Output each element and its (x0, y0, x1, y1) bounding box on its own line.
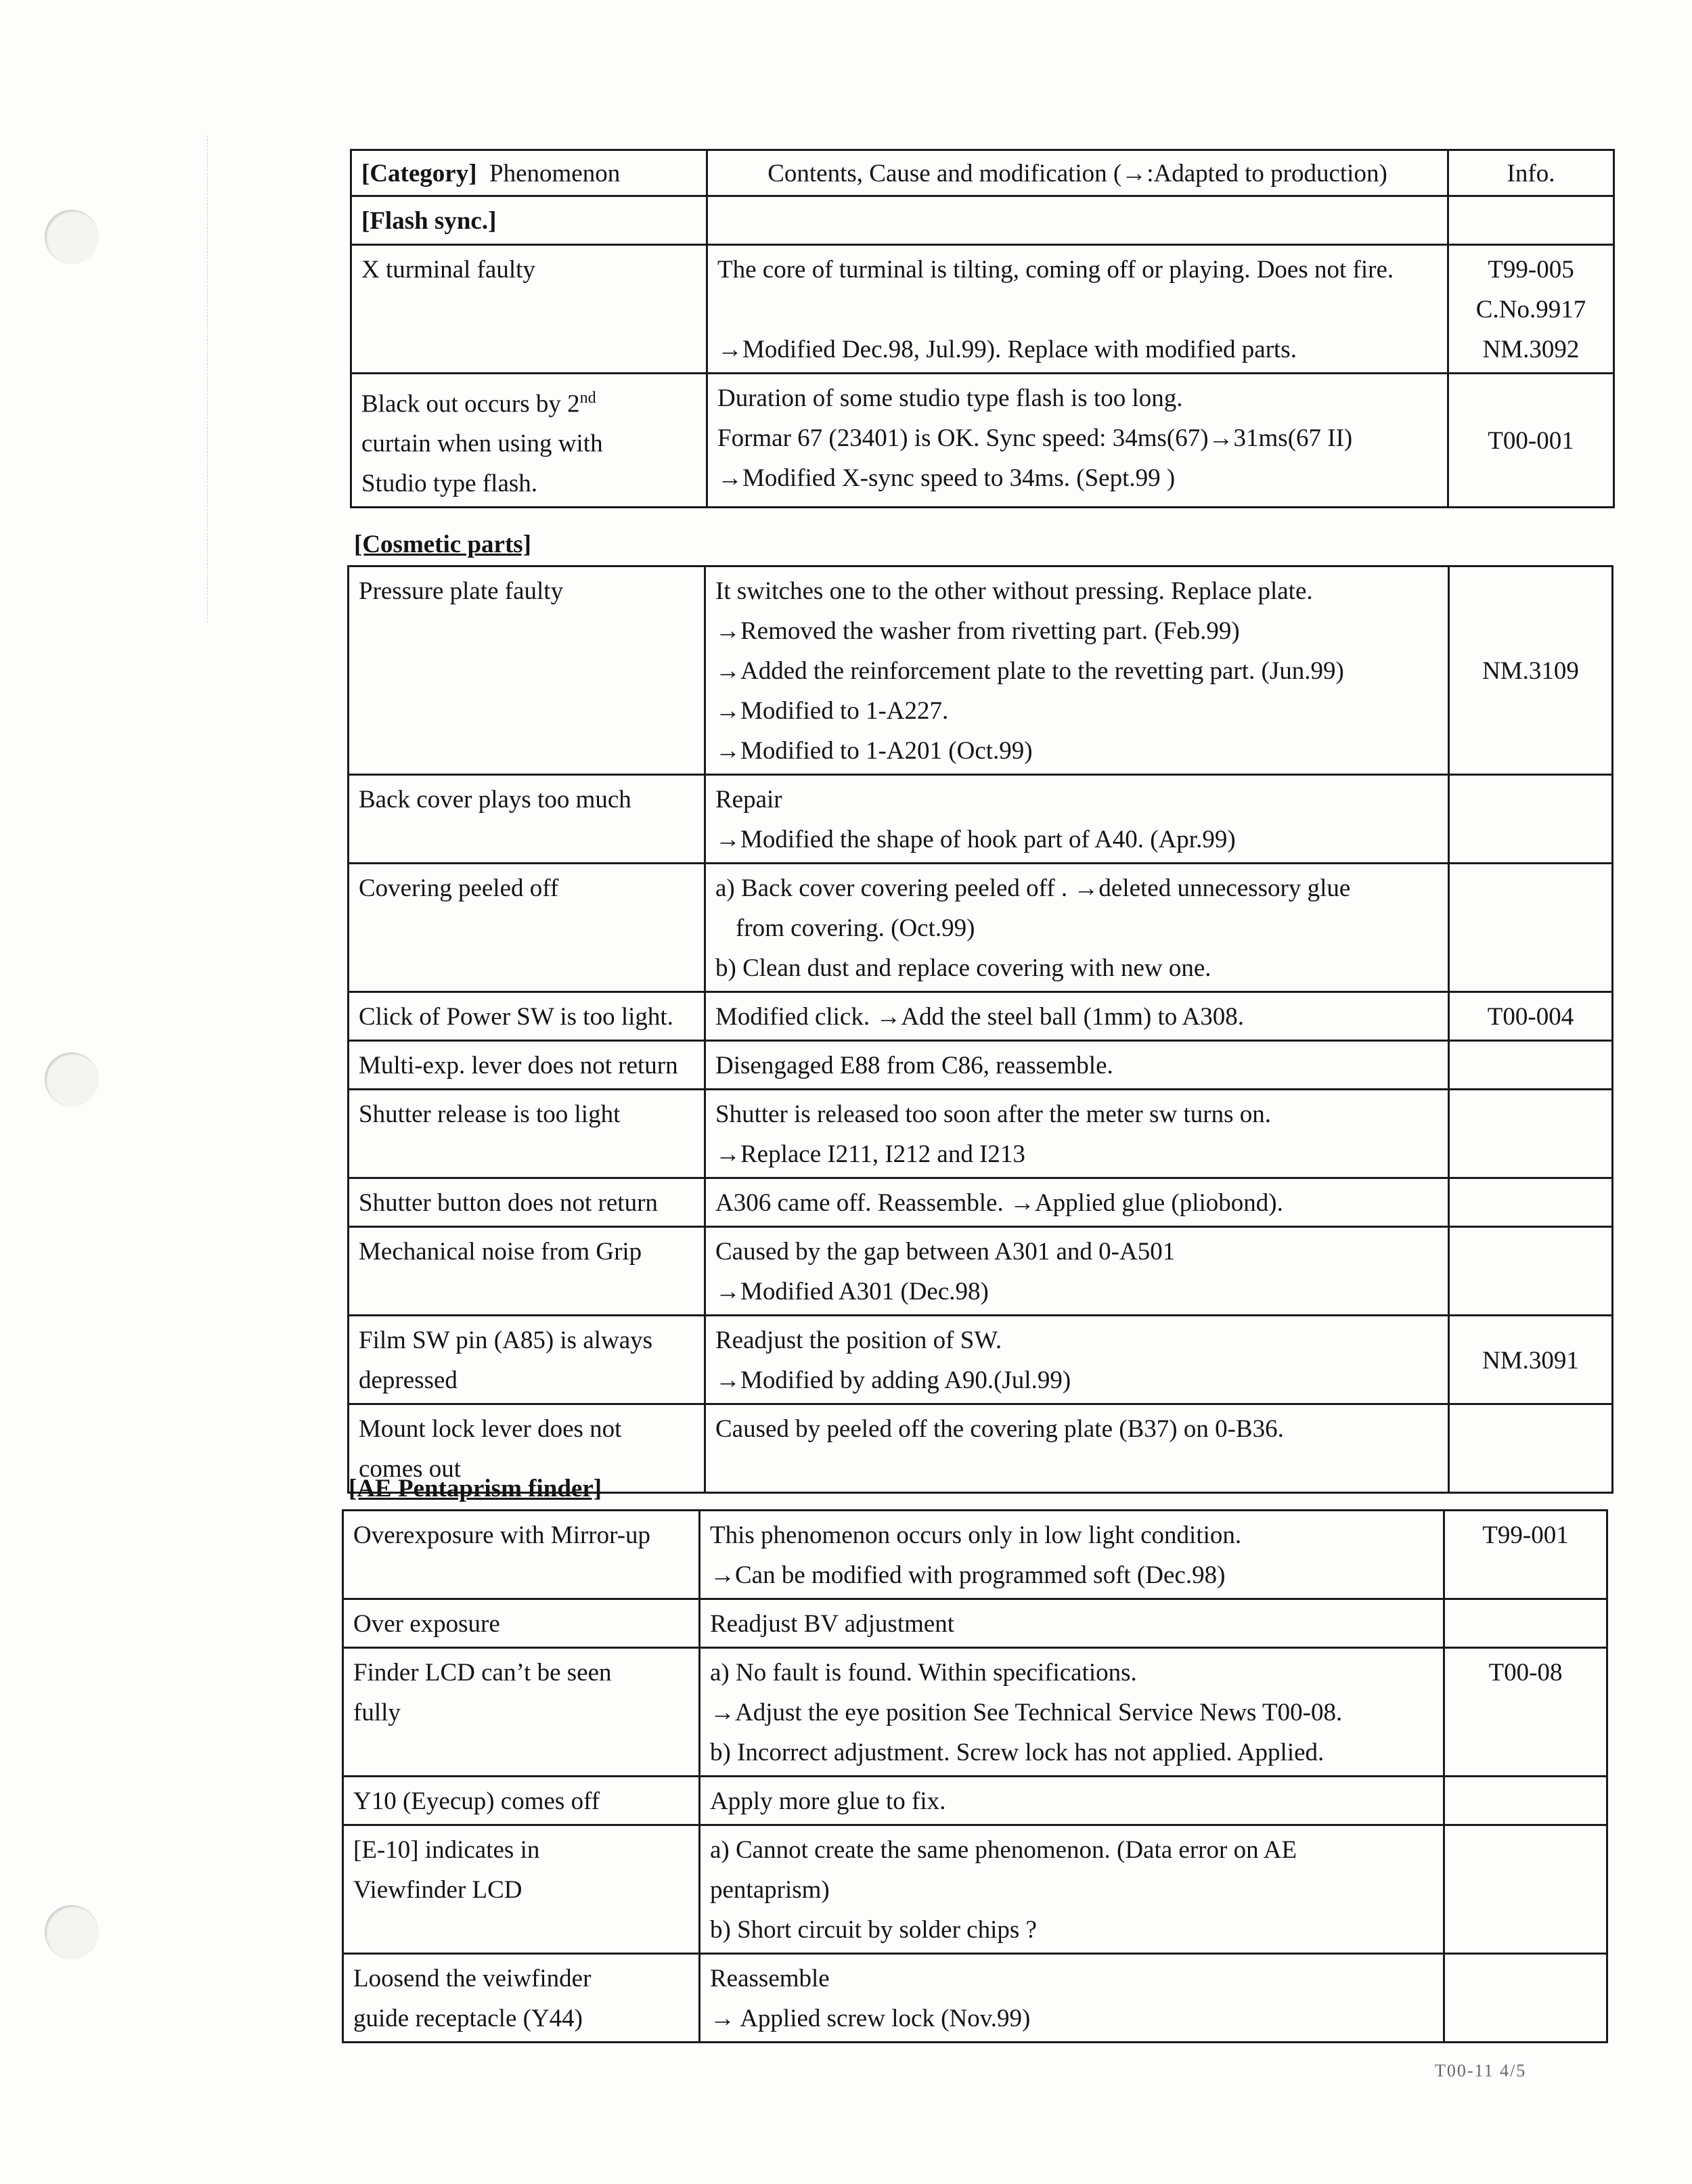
margin-line (207, 135, 208, 623)
phenomenon-cell (343, 1825, 700, 1954)
info-text: T00-004 (1487, 1003, 1574, 1031)
contents-cell (707, 374, 1448, 508)
contents-cell (705, 1227, 1449, 1316)
section-title: [Flash sync.] (361, 207, 497, 235)
contents-line: →Modified to 1-A227. (715, 697, 949, 725)
binder-hole-bottom (45, 1905, 99, 1959)
info-line: T99-005 (1488, 256, 1574, 284)
info-cell (1449, 864, 1613, 992)
phenomenon-cell (343, 1511, 700, 1599)
table-row (343, 1511, 1607, 1599)
contents-line: Shutter is released too soon after the meter sw turns on. (715, 1100, 1271, 1128)
contents-line: The core of turminal is tilting, coming off or playing. Does not fire. (717, 256, 1394, 284)
phenomenon-cell (349, 992, 705, 1041)
table-row (351, 374, 1614, 508)
phenomenon-line: Loosend the veiwfinder (353, 1965, 592, 1992)
table-row (343, 1825, 1607, 1954)
phenomenon-cell (343, 1599, 700, 1648)
phenomenon-cell (343, 1777, 700, 1825)
flash-sync-section (350, 149, 1615, 508)
table-row (349, 1227, 1613, 1316)
contents-cell (705, 864, 1449, 992)
info-cell (1449, 1227, 1613, 1316)
phenomenon-cell (351, 245, 707, 374)
phenomenon-cell (349, 1178, 705, 1227)
ordinal-suffix: nd (579, 389, 596, 407)
phenomenon-line: Click of Power SW is too light. (359, 1003, 673, 1031)
contents-line: →Replace I211, I212 and I213 (715, 1140, 1025, 1168)
contents-cell (700, 1648, 1444, 1777)
info-cell (1444, 1599, 1607, 1648)
contents-line: a) No fault is found. Within specifications. (710, 1659, 1137, 1687)
phenomenon-cell (349, 1227, 705, 1316)
contents-cell (700, 1954, 1444, 2043)
phenomenon-line: Multi-exp. lever does not return (359, 1052, 678, 1079)
contents-line: →Modified the shape of hook part of A40. (Apr.99) (715, 826, 1236, 853)
table-row (343, 1599, 1607, 1648)
info-line: C.No.9917 (1475, 296, 1586, 324)
contents-cell (700, 1777, 1444, 1825)
contents-line: →Modified X-sync speed to 34ms. (Sept.99 ) (717, 464, 1176, 492)
table-row (349, 1090, 1613, 1178)
table-row (343, 1777, 1607, 1825)
contents-cell (705, 992, 1449, 1041)
phenomenon-cell (349, 1090, 705, 1178)
phenomenon-line: Shutter release is too light (359, 1100, 621, 1128)
table-row (349, 775, 1613, 864)
contents-line: Reassemble (710, 1965, 830, 1992)
phenomenon-line: comes out (359, 1455, 462, 1483)
contents-line: b) Short circuit by solder chips ? (710, 1916, 1037, 1944)
info-cell (1448, 374, 1614, 508)
phenomenon-text: Black out occurs by 2 (361, 390, 580, 418)
phenomenon-line: fully (353, 1699, 401, 1726)
contents-cell (705, 1041, 1449, 1090)
binder-hole-middle (45, 1052, 99, 1107)
phenomenon-cell (349, 864, 705, 992)
contents-line: Formar 67 (23401) is OK. Sync speed: 34ms(67)→31ms(67 II) (717, 424, 1353, 452)
contents-line (717, 290, 1438, 330)
phenomenon-line (361, 378, 696, 424)
phenomenon-line: Mount lock lever does not (359, 1415, 622, 1443)
contents-cell (705, 566, 1449, 775)
contents-line: Readjust the position of SW. (715, 1327, 1002, 1354)
header-contents-label: Contents, Cause and modification (→:Adapted to production) (767, 159, 1387, 187)
header-contents-cell (707, 150, 1448, 196)
contents-line: a) Cannot create the same phenomenon. (Data error on AE (710, 1836, 1297, 1864)
table-row (349, 566, 1613, 775)
header-category-cell (351, 150, 707, 196)
info-cell (1448, 245, 1614, 374)
contents-line: It switches one to the other without pressing. Replace plate. (715, 577, 1313, 605)
info-cell (1449, 775, 1613, 864)
table-row (351, 245, 1614, 374)
contents-cell (705, 1316, 1449, 1404)
contents-cell (707, 245, 1448, 374)
contents-line: →Modified Dec.98, Jul.99). Replace with modified parts. (717, 336, 1297, 363)
cosmetic-parts-section (347, 525, 1613, 1494)
info-cell (1444, 1511, 1607, 1599)
table-row (349, 992, 1613, 1041)
phenomenon-line: curtain when using with (361, 430, 603, 458)
phenomenon-cell (349, 1316, 705, 1404)
table-row (343, 1648, 1607, 1777)
contents-line: →Removed the washer from rivetting part. (Feb.99) (715, 617, 1240, 645)
phenomenon-line: Shutter button does not return (359, 1189, 658, 1217)
phenomenon-cell (343, 1954, 700, 2043)
info-text: NM.3109 (1482, 657, 1579, 685)
contents-line: →Added the reinforcement plate to the revetting part. (Jun.99) (715, 657, 1344, 685)
table-row (349, 1041, 1613, 1090)
contents-line: b) Clean dust and replace covering with new one. (715, 954, 1211, 982)
phenomenon-line: Viewfinder LCD (353, 1876, 522, 1904)
phenomenon-line: Finder LCD can’t be seen (353, 1659, 612, 1687)
contents-line: Caused by peeled off the covering plate (B37) on 0-B36. (715, 1415, 1284, 1443)
phenomenon-line: depressed (359, 1366, 458, 1394)
contents-line: →Modified A301 (Dec.98) (715, 1278, 989, 1306)
contents-line: →Adjust the eye position See Technical Service News T00-08. (710, 1699, 1343, 1726)
binder-hole-top (45, 210, 99, 264)
section-title-cell (351, 196, 707, 245)
contents-line: Disengaged E88 from C86, reassemble. (715, 1052, 1113, 1079)
contents-line: →Modified by adding A90.(Jul.99) (715, 1366, 1071, 1394)
contents-line: Readjust BV adjustment (710, 1610, 955, 1638)
info-text: T99-001 (1482, 1521, 1569, 1549)
contents-cell (705, 775, 1449, 864)
table-row (349, 1316, 1613, 1404)
header-info-cell (1448, 150, 1614, 196)
contents-cell (700, 1825, 1444, 1954)
info-cell (1444, 1648, 1607, 1777)
empty-cell (707, 196, 1448, 245)
info-line: NM.3092 (1482, 336, 1580, 363)
info-cell (1449, 1178, 1613, 1227)
info-cell (1449, 1090, 1613, 1178)
phenomenon-line: [E-10] indicates in (353, 1836, 540, 1864)
phenomenon-line: Covering peeled off (359, 874, 559, 902)
contents-line: →Can be modified with programmed soft (Dec.98) (710, 1561, 1226, 1589)
contents-line: A306 came off. Reassemble. →Applied glue (pliobond). (715, 1189, 1283, 1217)
header-category-label: [Category] (361, 159, 477, 187)
contents-cell (700, 1511, 1444, 1599)
flash-sync-table (350, 149, 1615, 508)
contents-line: from covering. (Oct.99) (736, 914, 975, 942)
ae-pentaprism-table (342, 1509, 1608, 2043)
phenomenon-line: Over exposure (353, 1610, 500, 1638)
phenomenon-line: Pressure plate faulty (359, 577, 564, 605)
info-cell (1444, 1954, 1607, 2043)
page-reference: T00-11 4/5 (1435, 2061, 1527, 2080)
contents-cell (705, 1178, 1449, 1227)
contents-line: Modified click. →Add the steel ball (1mm) to A308. (715, 1003, 1244, 1031)
phenomenon-line: guide receptacle (Y44) (353, 2005, 583, 2032)
table-row (343, 1954, 1607, 2043)
phenomenon-line: X turminal faulty (361, 256, 535, 284)
info-cell (1444, 1825, 1607, 1954)
contents-cell (705, 1090, 1449, 1178)
contents-line: Apply more glue to fix. (710, 1787, 946, 1815)
contents-line: → Applied screw lock (Nov.99) (710, 2005, 1031, 2032)
info-cell (1449, 1316, 1613, 1404)
header-row (351, 150, 1614, 196)
info-text: NM.3091 (1482, 1346, 1579, 1375)
phenomenon-cell (351, 374, 707, 508)
phenomenon-line: Studio type flash. (361, 470, 538, 498)
flash-title-row (351, 196, 1614, 245)
phenomenon-cell (349, 566, 705, 775)
contents-line: Caused by the gap between A301 and 0-A501 (715, 1238, 1176, 1266)
contents-line: This phenomenon occurs only in low light condition. (710, 1521, 1242, 1549)
contents-cell (700, 1599, 1444, 1648)
phenomenon-line: Mechanical noise from Grip (359, 1238, 642, 1266)
contents-line: pentaprism) (710, 1876, 830, 1904)
table-row (349, 864, 1613, 992)
phenomenon-cell (343, 1648, 700, 1777)
info-text: T00-08 (1488, 1659, 1563, 1687)
header-phenomenon-label: Phenomenon (489, 159, 621, 187)
phenomenon-line: Overexposure with Mirror-up (353, 1521, 651, 1549)
cosmetic-parts-table (347, 565, 1613, 1494)
info-cell (1449, 566, 1613, 775)
info-cell (1444, 1777, 1607, 1825)
contents-line: →Modified to 1-A201 (Oct.99) (715, 737, 1033, 765)
phenomenon-line: Film SW pin (A85) is always (359, 1327, 653, 1354)
header-info-label: Info. (1507, 159, 1555, 187)
info-cell (1449, 1041, 1613, 1090)
section-title: [Cosmetic parts] (354, 531, 531, 558)
phenomenon-line: Y10 (Eyecup) comes off (353, 1787, 600, 1815)
phenomenon-cell (349, 775, 705, 864)
contents-line: Duration of some studio type flash is too long. (717, 384, 1183, 412)
contents-line: Repair (715, 786, 782, 814)
table-row (349, 1178, 1613, 1227)
ae-pentaprism-section (342, 1469, 1608, 2043)
section-title: [AE Pentaprism finder] (349, 1475, 602, 1502)
contents-line: a) Back cover covering peeled off . →deleted unnecessory glue (715, 874, 1351, 902)
contents-line: b) Incorrect adjustment. Screw lock has not applied. Applied. (710, 1739, 1324, 1766)
phenomenon-cell (349, 1041, 705, 1090)
info-line: T00-001 (1488, 427, 1574, 455)
empty-cell (1448, 196, 1614, 245)
phenomenon-line: Back cover plays too much (359, 786, 631, 814)
info-cell (1449, 992, 1613, 1041)
